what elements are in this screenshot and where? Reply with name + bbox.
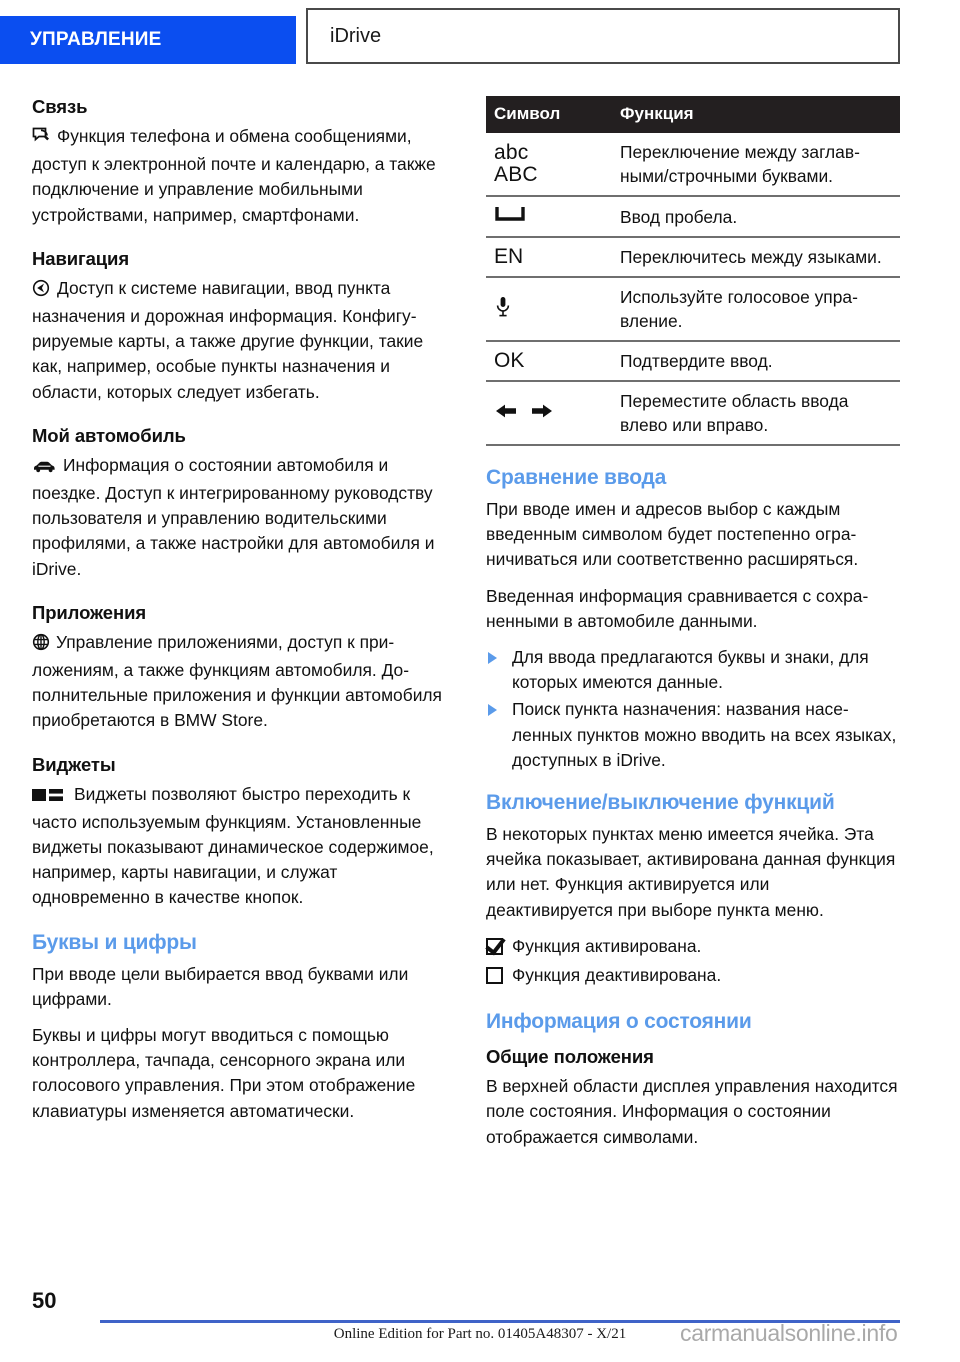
section-bukvy-i-tsifry-p2: Буквы и цифры могут вводиться с помощью контроллера, тачпада, сенсорного экрана или голосового управления. При этом отображение клавиатуры изменяется автоматически. — [32, 1025, 416, 1121]
section-moy-avtomobil-text: Информация о состоянии автомобиля и поездке. Доступ к интегрированному руководству пользователя и управлению водительскими профилями, а также настройки для автомобиля и iDrive. — [32, 454, 435, 579]
section-navigatsiya-heading: Навигация — [32, 247, 130, 269]
section-sravnenie-vvoda-p2: Введенная информация сравнивается с сохраненными в автомобиле данными. — [486, 585, 869, 631]
arrow-left-right-icon — [486, 381, 612, 445]
table-header-function: Функция — [612, 96, 900, 133]
page-number: 50 — [32, 1288, 57, 1313]
section-prilozheniya-body — [32, 630, 456, 734]
table-header-row — [486, 96, 900, 133]
section-prilozheniya-heading: Приложения — [32, 601, 147, 623]
page-header — [0, 8, 960, 64]
section-moy-avtomobil — [32, 425, 456, 582]
case-toggle-lowercase: abc — [494, 141, 529, 164]
bullet-triangle-icon — [488, 704, 497, 716]
case-toggle-uppercase: ABC — [494, 163, 538, 186]
section-sravnenie-vvoda — [486, 466, 900, 773]
microphone-icon — [486, 277, 612, 341]
tab-upravlenie-label: УПРАВЛЕНИЕ — [30, 29, 162, 50]
section-informatsiya-subheading: Общие положения — [486, 1046, 654, 1068]
table-row — [486, 196, 900, 237]
section-informatsiya-o-sostoyanii — [486, 1010, 900, 1150]
widgets-icon — [32, 785, 68, 810]
table-row — [486, 277, 900, 341]
section-vidzhety-heading: Виджеты — [32, 753, 116, 775]
symbol-function-table — [486, 96, 900, 446]
ok-icon: OK — [486, 341, 612, 381]
table-cell-function: Переключение между заглавными/строчными буквами. — [612, 133, 900, 196]
list-item-text: Поиск пункта назначения: названия населенных пунктов можно вводить на всех языках, доступных в iDrive. — [512, 699, 897, 770]
list-item — [486, 645, 900, 695]
section-vklyuchenie-heading: Включение/выключение функций — [486, 791, 835, 815]
section-navigatsiya-text: Доступ к системе навигации, ввод пункта назначения и дорожная информация. Конфигурируемые карты, а также другие функции, такие как, например, особые пункты назначения и области, которых следует избегать. — [32, 277, 424, 402]
page-footer — [0, 1272, 960, 1362]
section-prilozheniya — [32, 602, 456, 734]
table-header-symbol: Символ — [486, 96, 612, 133]
table-cell-function: Подтвердите ввод. — [612, 341, 900, 381]
footer-edition-line: Online Edition for Part no. 01405A48307 - X/21 — [333, 1326, 627, 1342]
checkbox-item-label: Функция активирована. — [512, 935, 702, 956]
table-row — [486, 341, 900, 381]
checkbox-checked-icon — [486, 938, 503, 955]
section-vidzhety-body — [32, 782, 456, 911]
tab-idrive-label: iDrive — [330, 24, 382, 47]
language-icon: EN — [486, 237, 612, 277]
section-prilozheniya-text: Управление приложениями, доступ к приложениям, а также функциям автомобиля. Дополнительные приложения и функции автомобиля приобретаются в BMW Store. — [32, 631, 442, 731]
navigation-arrow-icon — [32, 279, 51, 304]
section-svyaz-heading: Связь — [32, 96, 88, 117]
globe-icon — [32, 633, 50, 658]
checkbox-item-deactivated — [486, 963, 900, 988]
table-row — [486, 381, 900, 445]
footer-watermark: carmanualsonline.info — [680, 1320, 898, 1346]
checkbox-item-activated — [486, 934, 900, 959]
checkbox-item-label: Функция деактивирована. — [512, 965, 722, 986]
section-sravnenie-vvoda-p1: При вводе имен и адресов выбор с каждым введенным символом будет постепенно ограничиваться или соответственно расширяться. — [486, 499, 859, 570]
section-vidzhety — [32, 754, 456, 911]
table-cell-function: Используйте голосовое управление. — [612, 277, 900, 341]
list-item — [486, 697, 900, 773]
tab-upravlenie[interactable] — [0, 16, 296, 64]
comparison-bullet-list — [486, 645, 900, 773]
list-item-text: Для ввода предлагаются буквы и знаки, для которых имеются данные. — [512, 647, 869, 693]
section-bukvy-i-tsifry-p1: При вводе цели выбирается ввод буквами или цифрами. — [32, 963, 409, 1009]
section-svyaz — [32, 96, 456, 228]
table-cell-function: Ввод пробела. — [612, 196, 900, 237]
section-informatsiya-p1: В верхней области дисплея управления находится поле состояния. Информация о состоянии отображается символами. — [486, 1076, 898, 1147]
section-svyaz-body — [32, 124, 456, 228]
section-moy-avtomobil-heading: Мой автомобиль — [32, 424, 186, 446]
section-svyaz-text: Функция телефона и обмена сообщениями, доступ к электронной почте и календарю, а также подключение и управление мобильными устройствами, например, смартфонами. — [32, 126, 436, 225]
checkbox-unchecked-icon — [486, 967, 503, 984]
table-row — [486, 237, 900, 277]
section-navigatsiya-body — [32, 276, 456, 405]
section-navigatsiya — [32, 248, 456, 405]
bullet-triangle-icon — [488, 652, 497, 664]
section-moy-avtomobil-body — [32, 453, 456, 582]
left-column — [32, 96, 456, 1135]
section-vklyuchenie-p1: В некоторых пунктах меню имеется ячейка. Эта ячейка показывает, активирована данная функция или нет. Функция активируется или деактивируется при выборе пункта меню. — [486, 824, 896, 920]
section-vidzhety-text: Виджеты позволяют быстро переходить к часто используемым функциям. Установленные виджеты показывают динамическое содержимое, например, карты навигации, и служат одновременно в качестве кнопок. — [32, 783, 434, 908]
right-column — [486, 96, 900, 1161]
table-cell-function: Переключитесь между языками. — [612, 237, 900, 277]
phone-message-icon — [32, 127, 51, 152]
case-toggle-icon — [486, 133, 612, 196]
car-icon — [32, 456, 57, 481]
section-bukvy-i-tsifry-heading: Буквы и цифры — [32, 930, 197, 954]
section-vklyuchenie-vyklyuchenie — [486, 791, 900, 988]
section-bukvy-i-tsifry — [32, 931, 456, 1124]
tab-idrive[interactable] — [306, 8, 900, 64]
section-sravnenie-vvoda-heading: Сравнение ввода — [486, 466, 667, 489]
section-informatsiya-heading: Информация о состоянии — [486, 1010, 752, 1034]
table-cell-function: Переместите область ввода влево или вправо. — [612, 381, 900, 445]
space-bar-icon — [486, 196, 612, 237]
table-row — [486, 133, 900, 196]
